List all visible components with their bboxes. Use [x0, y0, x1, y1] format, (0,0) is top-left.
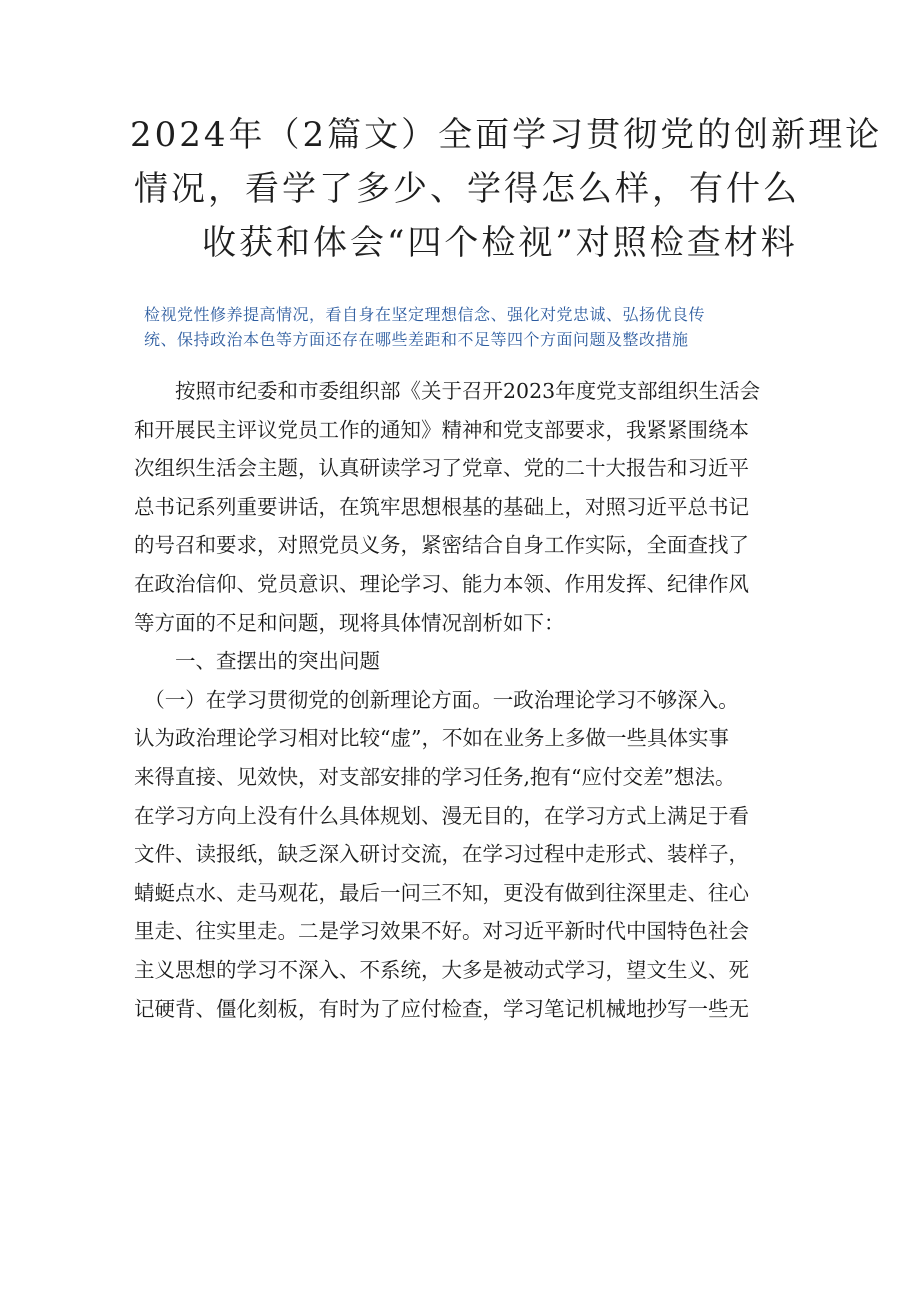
section-heading: 一、查摆出的突出问题 — [134, 649, 380, 674]
body-line: 蜻蜓点水、走马观花，最后一问三不知，更没有做到往深里走、往心 — [134, 880, 749, 905]
body-line: 次组织生活会主题，认真研读学习了党章、党的二十大报告和习近平 — [134, 456, 749, 481]
body-line: 按照市纪委和市委组织部《关于召开2023年度党支部组织生活会 — [134, 379, 761, 403]
body-line: 认为政治理论学习相对比较“虚”，不如在业务上多做一些具体实事 — [134, 726, 729, 751]
body-line: 记硬背、僵化刻板，有时为了应付检查，学习笔记机械地抄写一些无 — [134, 996, 749, 1021]
body-line: 里走、往实里走。二是学习效果不好。对习近平新时代中国特色社会 — [134, 919, 749, 944]
title-line: 情况，看学了多少、学得怎么样，有什么 — [134, 169, 800, 209]
subtitle-line: 检视党性修养提高情况，看自身在坚定理想信念、强化对党忠诚、弘扬优良传 — [144, 305, 706, 324]
body-line: 总书记系列重要讲话，在筑牢思想根基的基础上，对照习近平总书记 — [134, 494, 749, 519]
body-line: 主义思想的学习不深入、不系统，大多是被动式学习，望文生义、死 — [134, 957, 749, 982]
body-line: 文件、读报纸，缺乏深入研讨交流，在学习过程中走形式、装样子， — [134, 842, 749, 867]
document-body — [134, 372, 814, 1028]
title-line: 2024年（2篇文）全面学习贯彻党的创新理论 — [130, 115, 883, 155]
document-subtitle — [144, 302, 804, 352]
subtitle-line: 统、保持政治本色等方面还存在哪些差距和不足等四个方面问题及整改措施 — [144, 330, 689, 349]
body-line: 来得直接、见效快，对支部安排的学习任务,抱有“应付交差”想法。 — [134, 764, 736, 789]
body-line: 的号召和要求，对照党员义务，紧密结合自身工作实际，全面查找了 — [134, 533, 749, 558]
body-line: 和开展民主评议党员工作的通知》精神和党支部要求，我紧紧围绕本 — [134, 417, 749, 442]
title-line: 收获和体会“四个检视”对照检查材料 — [202, 223, 798, 263]
body-line: （一）在学习贯彻党的创新理论方面。一政治理论学习不够深入。 — [134, 687, 739, 712]
body-line: 在政治信仰、党员意识、理论学习、能力本领、作用发挥、纪律作风 — [134, 571, 749, 596]
body-line: 在学习方向上没有什么具体规划、漫无目的，在学习方式上满足于看 — [134, 803, 749, 828]
document-title — [90, 108, 883, 270]
body-line: 等方面的不足和问题，现将具体情况剖析如下： — [134, 610, 565, 635]
